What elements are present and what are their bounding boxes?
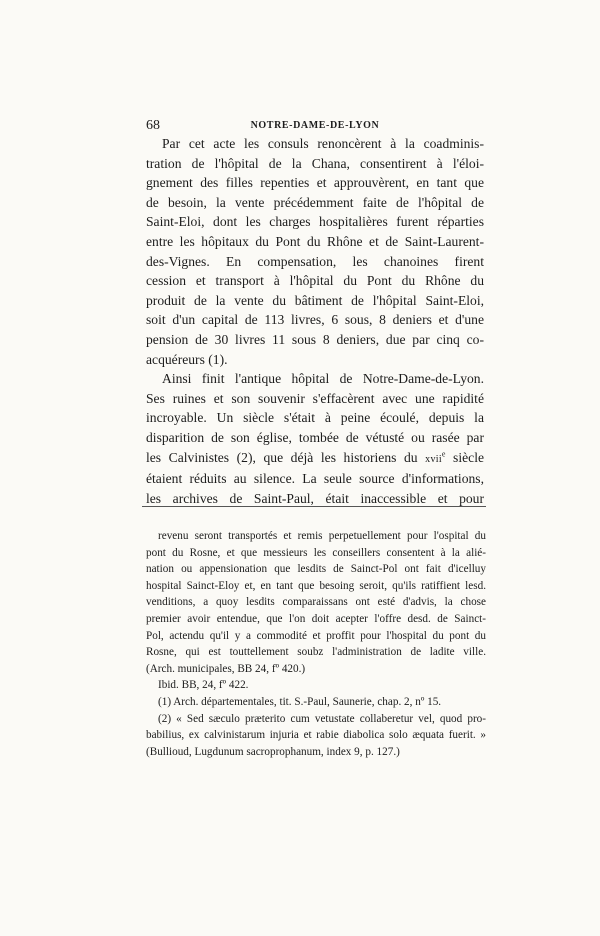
text-line: Saint-Eloi, dont les charges hospitalières furent réparties (146, 214, 484, 230)
text-line: étaient réduits au silence. La seule source d'informations, (146, 471, 484, 487)
footnote-line: Rosne, qui est touttellement soubz l'administration de ladite ville. (146, 646, 486, 659)
text-line-century (146, 448, 484, 470)
text-line-start: les Calvinistes (2), que déjà les historiens du (146, 449, 426, 465)
footnote-line: Pol, actendu qu'il y a commodité et proffit pour l'hospital du pont du (146, 629, 486, 642)
text-line: pension de 30 livres 11 sous 8 deniers, due par cinq co- (146, 331, 484, 347)
text-line: Par cet acte les consuls renoncèrent à la coadminis- (162, 136, 484, 151)
footnote-line: nation ou appensionation que lesdits de Sainct-Pol ont fait d'icelluy (146, 563, 486, 576)
footnote-line: premier avoir entendue, que l'on doit acepter l'offre desd. de Sainct- (146, 612, 486, 625)
text-line: acquéreurs (1). (146, 351, 228, 367)
footnotes (146, 528, 486, 760)
text-line: des-Vignes. En compensation, les chanoines firent (146, 253, 484, 269)
text-line: produit de la vente du bâtiment de l'hôpital Saint-Eloi, (146, 292, 484, 308)
text-line: Ainsi finit l'antique hôpital de Notre-Dame-de-Lyon. (162, 371, 484, 387)
footnote-line: venditions, a quoy lesdits comparaissans ont esté d'advis, la chose (146, 596, 486, 609)
footnote-line: revenu seront transportés et remis perpetuellement pour l'ospital du (158, 530, 486, 542)
footnote-line: (Bullioud, Lugdunum sacroprophanum, index 9, p. 127.) (146, 745, 400, 758)
century-suffix: e (441, 448, 446, 458)
text-line: de besoin, la vente précédemment faite de l'hôpital de (146, 194, 484, 210)
footnote-divider (142, 506, 486, 507)
footnote-line: Ibid. BB, 24, fº 422. (158, 679, 249, 692)
text-line: les archives de Saint-Paul, était inaccessible et pour (146, 490, 484, 506)
century-word: siècle (445, 449, 484, 465)
page-number: 68 (146, 118, 160, 133)
footnote-line: (1) Arch. départementales, tit. S.-Paul, Saunerie, chap. 2, nº 15. (158, 695, 442, 708)
footnote-line: pont du Rosne, et que messieurs les conseillers consentent à la alié- (146, 546, 486, 559)
footnote-line: (Arch. municipales, BB 24, fº 420.) (146, 662, 306, 675)
century-numeral: xvii (425, 453, 442, 465)
text-line: gnement des filles repenties et approuvèrent, en tant que (146, 175, 484, 191)
text-line: incroyable. Un siècle s'était à peine écoulé, depuis la (146, 410, 484, 426)
text-line: cession et transport à l'hôpital du Pont du Rhône du (146, 273, 484, 289)
main-text (146, 134, 484, 508)
text-line: Ses ruines et son souvenir s'effacèrent avec une rapidité (146, 390, 484, 406)
text-line: tration de l'hôpital de la Chana, consentirent à l'éloi- (146, 155, 484, 171)
text-line: entre les hôpitaux du Pont du Rhône et de Saint-Laurent- (146, 233, 484, 249)
running-title: NOTRE-DAME-DE-LYON (250, 120, 380, 131)
footnote-line: (2) « Sed sæculo præterito cum vetustate collaberetur vel, quod pro- (158, 712, 486, 725)
text-line: disparition de son église, tombée de vétusté ou rasée par (146, 429, 484, 445)
footnote-line: hospital Sainct-Eloy et, en tant que besoing seroit, qu'ils ratiffient lesd. (146, 579, 486, 592)
footnote-line: babilius, ex calvinistarum injuria et rabie diabolica solo æquata fuerit. » (146, 729, 486, 742)
text-line: soit d'un capital de 113 livres, 6 sous, 8 deniers et d'une (146, 312, 484, 328)
